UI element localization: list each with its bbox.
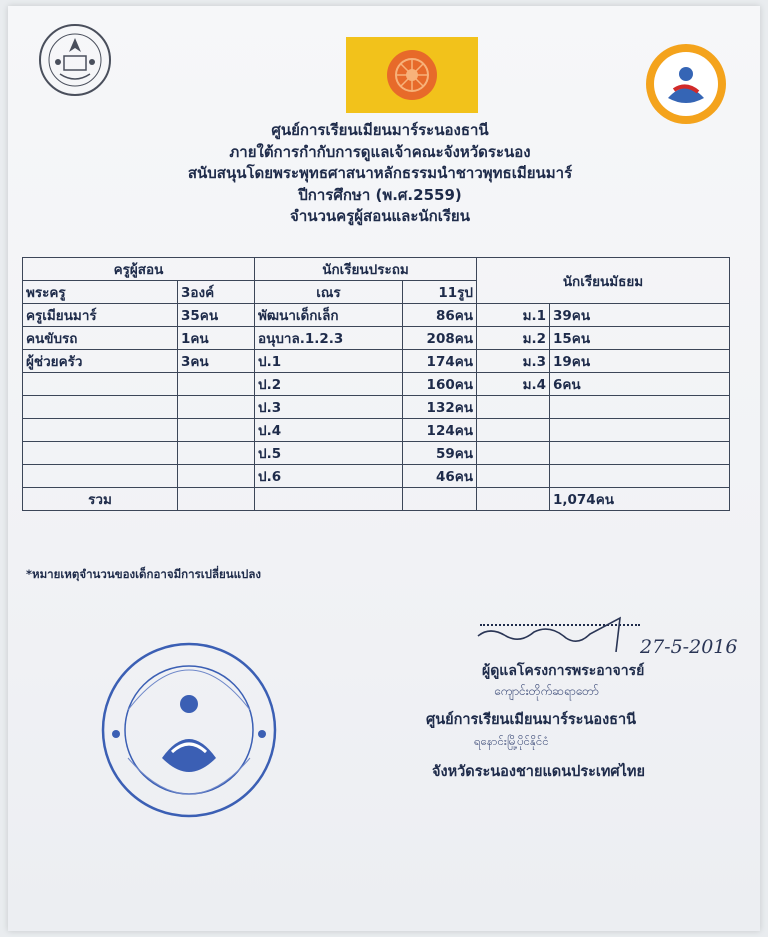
signer-title-myanmar: ကျောင်းတိုက်ဆရာတော် xyxy=(494,684,599,698)
center-name: ศูนย์การเรียนเมียนมาร์ระนองธานี xyxy=(271,121,489,139)
primary-grade: ป.6 xyxy=(255,465,403,488)
secondary-grade: ม.2 xyxy=(477,327,550,350)
staff-count: 1คน xyxy=(178,327,255,350)
secondary-grade xyxy=(477,442,550,465)
primary-grade: เณร xyxy=(255,281,403,304)
primary-count: 59คน xyxy=(403,442,477,465)
staff-role: คนขับรถ xyxy=(23,327,178,350)
staff-role: พระครู xyxy=(23,281,178,304)
staff-count xyxy=(178,396,255,419)
staff-count xyxy=(178,373,255,396)
supervision-line: ภายใต้การกำกับการดูแลเจ้าคณะจังหวัดระนอง xyxy=(229,142,531,161)
secondary-grade xyxy=(477,419,550,442)
primary-count: 174คน xyxy=(403,350,477,373)
table-header-row xyxy=(23,258,730,281)
primary-grade: พัฒนาเด็กเล็ก xyxy=(255,304,403,327)
table-row xyxy=(23,442,730,465)
primary-count: 160คน xyxy=(403,373,477,396)
table-row xyxy=(23,465,730,488)
secondary-count xyxy=(550,419,730,442)
primary-grade: ป.4 xyxy=(255,419,403,442)
total-row xyxy=(23,488,730,511)
signer-organization: ศูนย์การเรียนเมียนมาร์ระนองธานี xyxy=(426,712,637,728)
primary-count: 46คน xyxy=(403,465,477,488)
table-row xyxy=(23,373,730,396)
secondary-count: 19คน xyxy=(550,350,730,373)
table-row xyxy=(23,396,730,419)
signature-date: 27-5-2016 xyxy=(640,636,738,658)
secondary-count: 6คน xyxy=(550,373,730,396)
secondary-count xyxy=(550,396,730,419)
staff-student-table xyxy=(22,257,730,511)
secondary-grade: ม.4 xyxy=(477,373,550,396)
dharma-flag-logo xyxy=(346,37,478,113)
secondary-count xyxy=(550,465,730,488)
staff-count: 3องค์ xyxy=(178,281,255,304)
handwritten-signature xyxy=(470,612,650,652)
secondary-grade: ม.1 xyxy=(477,304,550,327)
primary-students-header: นักเรียนประถม xyxy=(255,258,477,281)
primary-count: 132คน xyxy=(403,396,477,419)
staff-count xyxy=(178,419,255,442)
staff-role xyxy=(23,465,178,488)
table-row xyxy=(23,327,730,350)
total-label: รวม xyxy=(23,488,178,511)
secondary-count xyxy=(550,442,730,465)
footnote: *หมายเหตุจำนวนของเด็กอาจมีการเปลี่ยนแปลง xyxy=(26,567,262,581)
signer-organization-myanmar: ရနောင်းမြို့ပိုင်နိုင်ငံ xyxy=(474,734,549,748)
support-line: สนับสนุนโดยพระพุทธศาสนาหลักธรรมนำชาวพุทธเมียนมาร์ xyxy=(187,164,573,182)
staff-count: 3คน xyxy=(178,350,255,373)
staff-role xyxy=(23,373,178,396)
primary-count: 208คน xyxy=(403,327,477,350)
primary-grade: ป.5 xyxy=(255,442,403,465)
secondary-grade: ม.3 xyxy=(477,350,550,373)
document-header xyxy=(120,120,640,228)
primary-grade: ป.1 xyxy=(255,350,403,373)
staff-role xyxy=(23,396,178,419)
school-circle-logo xyxy=(642,42,730,126)
total-value: 1,074คน xyxy=(550,488,730,511)
primary-count: 11รูป xyxy=(403,281,477,304)
teachers-header: ครูผู้สอน xyxy=(23,258,255,281)
academic-year: ปีการศึกษา (พ.ศ.2559) xyxy=(298,185,462,204)
secondary-students-header: นักเรียนมัธยม xyxy=(477,258,730,304)
signer-title: ผู้ดูแลโครงการพระอาจารย์ xyxy=(482,663,645,679)
staff-count xyxy=(178,465,255,488)
staff-count xyxy=(178,442,255,465)
secondary-grade xyxy=(477,396,550,419)
table-title: จำนวนครูผู้สอนและนักเรียน xyxy=(290,207,470,225)
primary-count: 124คน xyxy=(403,419,477,442)
secondary-grade xyxy=(477,465,550,488)
temple-emblem-logo xyxy=(34,22,116,98)
table-row xyxy=(23,304,730,327)
primary-count: 86คน xyxy=(403,304,477,327)
staff-count: 35คน xyxy=(178,304,255,327)
staff-role: ผู้ช่วยครัว xyxy=(23,350,178,373)
table-row xyxy=(23,419,730,442)
staff-role xyxy=(23,442,178,465)
staff-role: ครูเมียนมาร์ xyxy=(23,304,178,327)
signer-location: จังหวัดระนองชายแดนประเทศไทย xyxy=(432,764,645,780)
primary-grade: ป.2 xyxy=(255,373,403,396)
organization-seal-stamp xyxy=(98,640,280,820)
staff-role xyxy=(23,419,178,442)
table-row xyxy=(23,350,730,373)
secondary-count: 15คน xyxy=(550,327,730,350)
primary-grade: อนุบาล.1.2.3 xyxy=(255,327,403,350)
primary-grade: ป.3 xyxy=(255,396,403,419)
secondary-count: 39คน xyxy=(550,304,730,327)
